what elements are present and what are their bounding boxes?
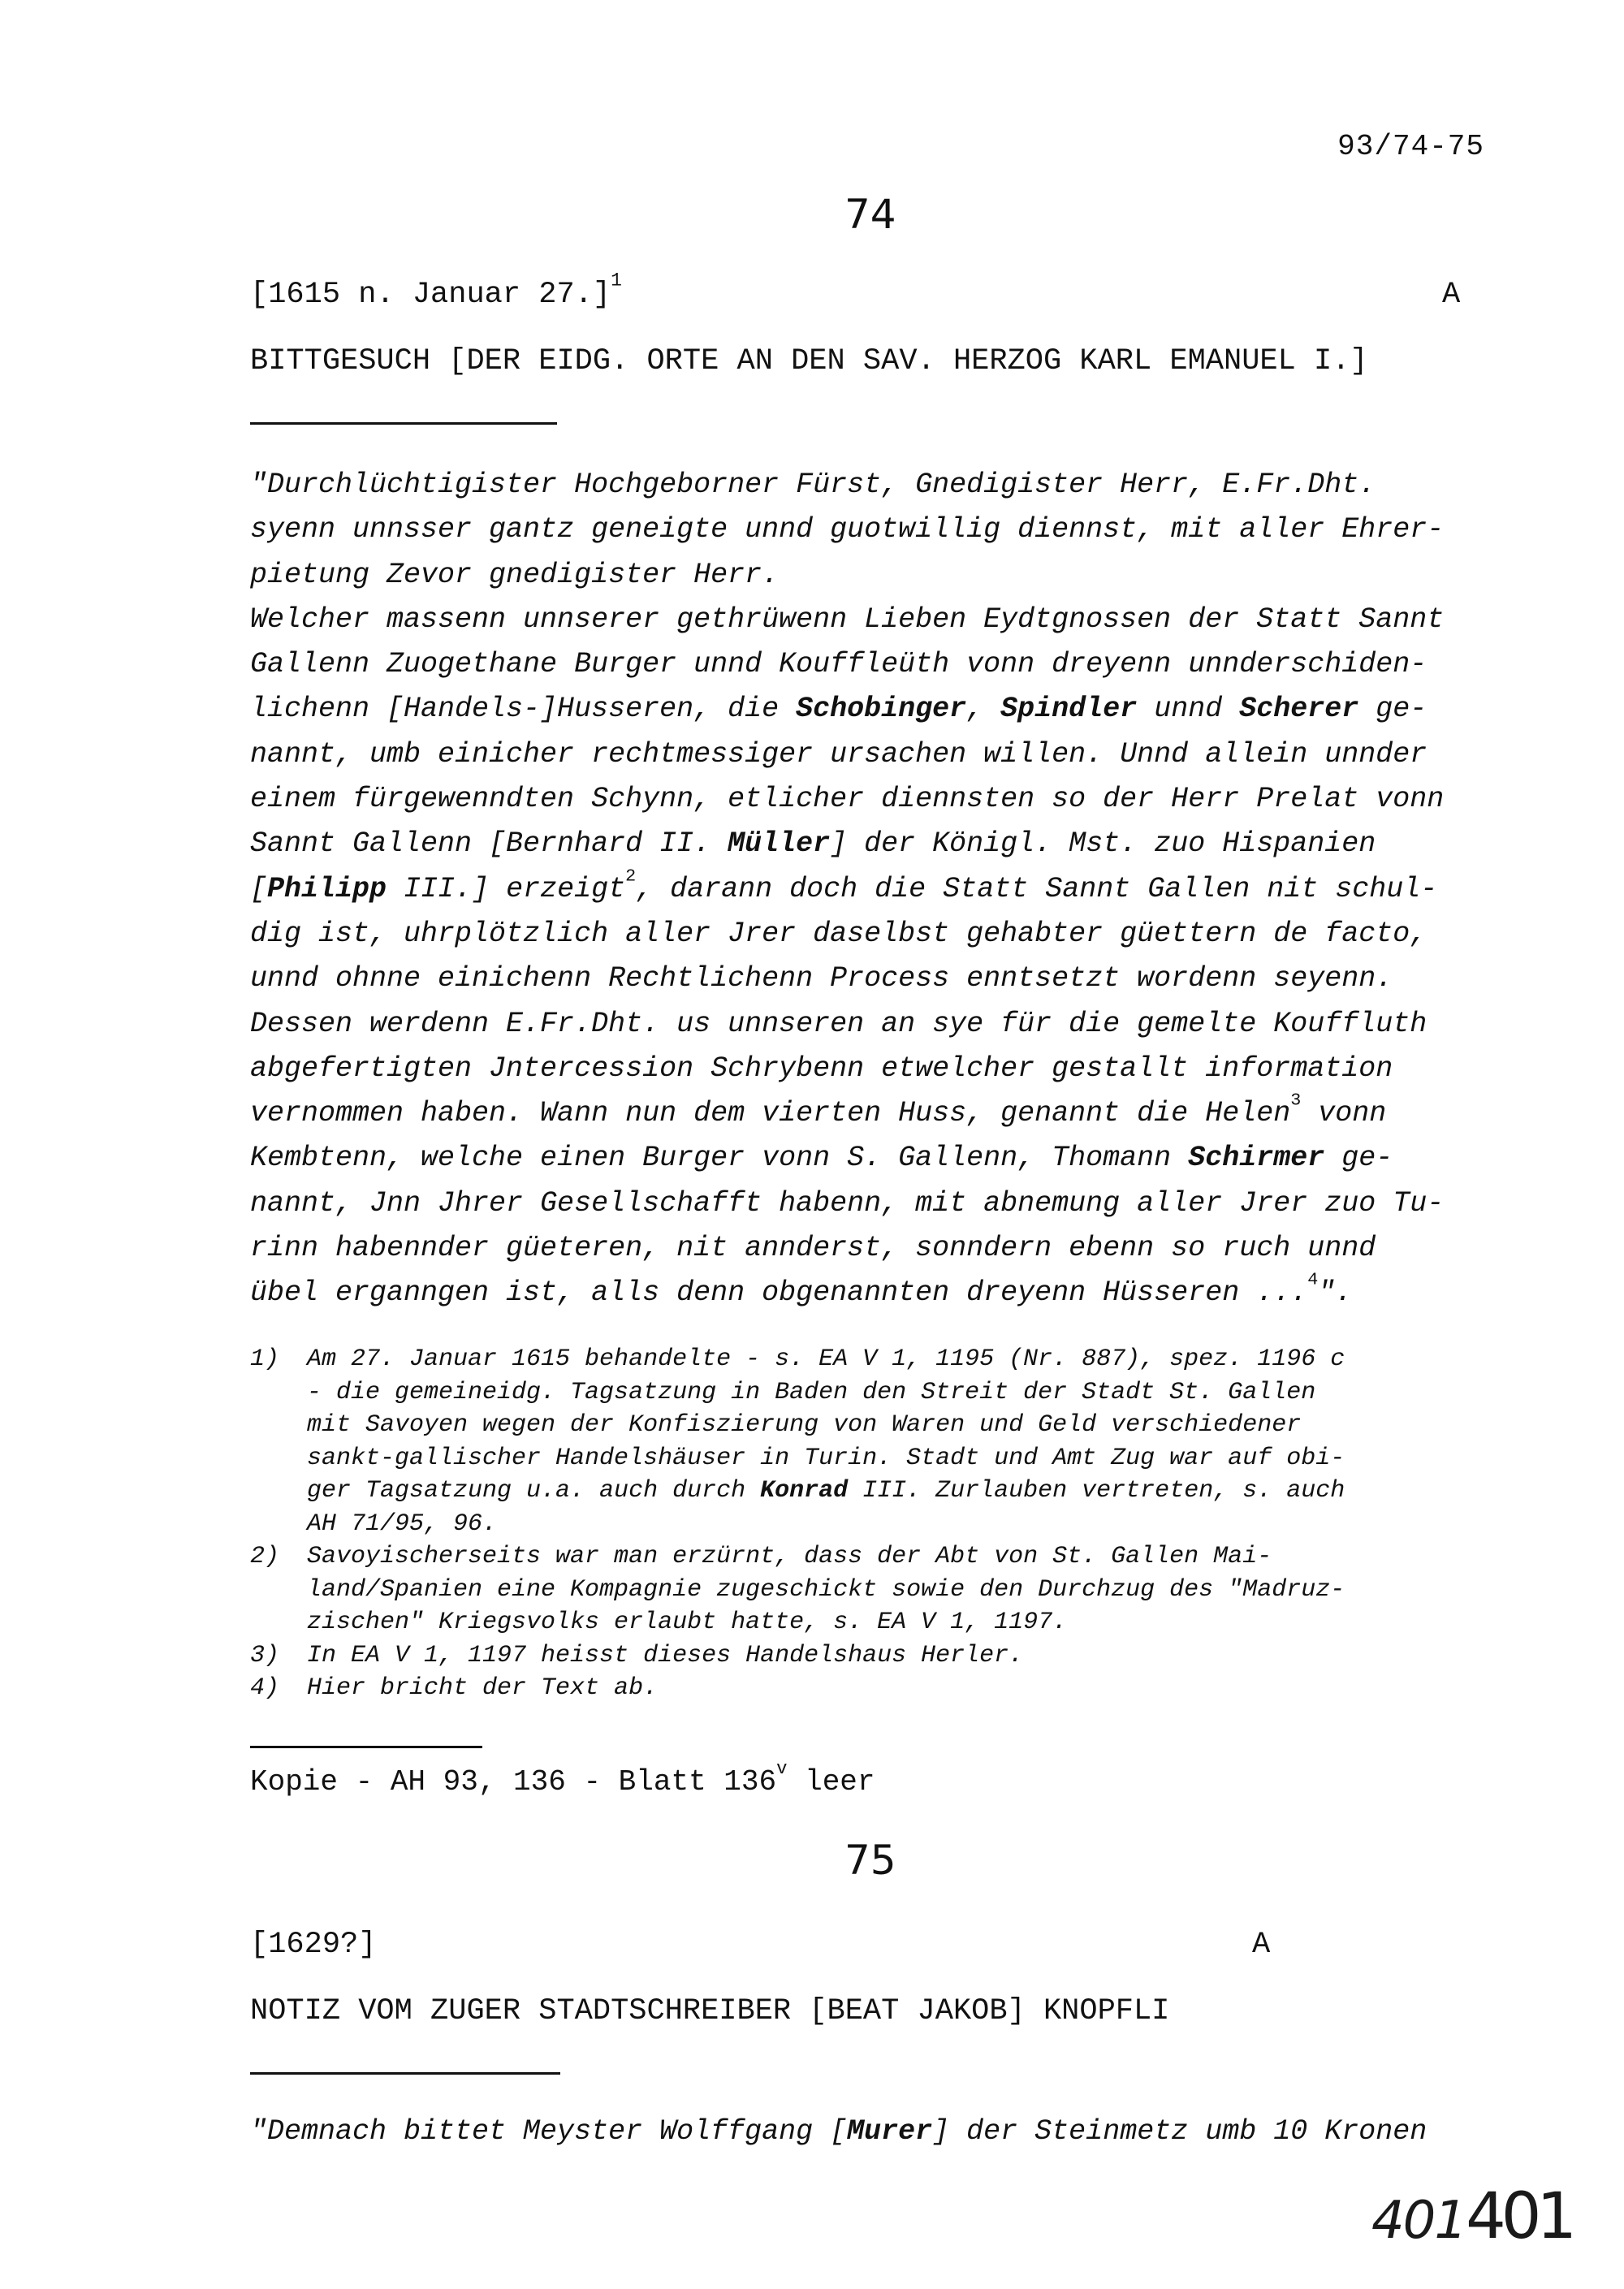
document-date-75: [1629?]	[250, 1928, 377, 1962]
name-philipp: Philipp	[267, 872, 387, 905]
document-title-75: NOTIZ VOM ZUGER STADTSCHREIBER [BEAT JAKOB] KNOPFLI	[250, 1994, 1170, 2028]
document-body-text-75: "Demnach bittet Meyster Wolffgang [Murer] der Steinmetz umb 10 Kronen	[250, 2115, 1427, 2148]
footnote-ref-4: 4	[1307, 1269, 1319, 1290]
title-divider-75	[250, 2072, 560, 2075]
document-title: BITTGESUCH [DER EIDG. ORTE AN DEN SAV. HERZOG KARL EMANUEL I.]	[250, 344, 1368, 378]
archive-reference: 93/74-75	[1337, 130, 1484, 163]
document-type-letter-75: A	[1252, 1928, 1271, 1962]
name-schirmer: Schirmer	[1188, 1142, 1325, 1175]
document-number-74: 74	[844, 191, 896, 238]
footnote-2: 2) Savoyischerseits war man erzürnt, dass der Abt von St. Gallen Mai- land/Spanien eine Kompagnie zugeschickt sowie den Durchzug des "Madruz- zischen" Kriegsvolks erlaubt hatte, s. EA V 1, 1197.	[250, 1543, 1345, 1636]
name-konrad: Konrad	[760, 1477, 849, 1505]
footnote-1: 1) Am 27. Januar 1615 behandelte - s. EA V 1, 1195 (Nr. 887), spez. 1196 c - die gemeineidg. Tagsatzung in Baden den Streit der Stadt St. Gallen mit Savoyen wegen der Konfiszierung von Waren und Geld verschiedener sankt-gallischer Handelshäuser in Turin. Stadt und Amt Zug war auf obi- ger Tagsatzung u.a. auch durch Konrad III. Zurlauben vertreten, s. auch AH 71/95, 96.	[250, 1345, 1345, 1538]
title-divider	[250, 422, 557, 425]
source-divider	[250, 1746, 482, 1748]
name-scherer: Scherer	[1239, 693, 1359, 726]
footnotes	[250, 1343, 1501, 1705]
name-schobinger: Schobinger	[796, 693, 967, 726]
name-spindler: Spindler	[1000, 693, 1138, 726]
footnote-ref-2: 2	[625, 866, 637, 887]
document-date: [1615 n. Januar 27.]$^1$	[250, 270, 622, 312]
footnote-ref-3: 3	[1290, 1090, 1302, 1111]
document-type-letter: A	[1442, 278, 1461, 312]
handwritten-page-number: 401401	[1371, 2180, 1572, 2253]
footnote-ref-1: 1	[611, 270, 622, 292]
name-murer: Murer	[847, 2115, 933, 2148]
footnote-3: 3) In EA V 1, 1197 heisst dieses Handelshaus Herler.	[250, 1641, 1024, 1669]
name-mueller: Müller	[728, 827, 831, 861]
document-body-text: "Durchlüchtigister Hochgeborner Fürst, Gnedigister Herr, E.Fr.Dht. syenn unnsser gantz geneigte unnd guotwillig diennst, mit aller Ehrer- pietung Zevor gnedigister Herr. Welcher massenn unnserer gethrüwenn Lieben Eydtgnossen der Statt Sannt Gallenn Zuogethane Burger unnd Kouffleüth vonn dreyenn unnderschiden- lichenn [Handels-]Husseren, die Schobinger, Spindler unnd Scherer ge- nannt, umb einicher rechtmessiger ursachen willen. Unnd allein unnder einem fürgewenndten Schynn, etlicher diennsten so der Herr Prelat vonn Sannt Gallenn [Bernhard II. Müller] der Königl. Mst. zuo Hispanien [Philipp III.] erzeigt$^2$, darann doch die Statt Sannt Gallen nit schul- dig ist, uhrplötzlich aller Jrer daselbst gehabter güettern de facto, unnd ohnne einichenn Rechtlichenn Process enntsetzt wordenn seyenn. Dessen werdenn E.Fr.Dht. us unnseren an sye für die gemelte Kouffluth abgefertigten Jntercession Schrybenn etwelcher gestallt information vernommen haben. Wann nun dem vierten Huss, genannt die Helen$^3$ vonn Kembtenn, welche einen Burger vonn S. Gallenn, Thomann Schirmer ge- nannt, Jnn Jhrer Gesellschafft habenn, mit abnemung aller Jrer zuo Tu- rinn habennder güeteren, nit annderst, sonndern ebenn so ruch unnd übel erganngen ist, alls denn obgenannten dreyenn Hüsseren ...$^4$".	[250, 469, 1445, 1310]
verso-mark: v	[776, 1757, 788, 1779]
footnote-4: 4) Hier bricht der Text ab.	[250, 1674, 659, 1702]
document-number-75: 75	[844, 1837, 896, 1884]
source-note: Kopie - AH 93, 136 - Blatt 136$^v$ leer	[250, 1757, 875, 1799]
